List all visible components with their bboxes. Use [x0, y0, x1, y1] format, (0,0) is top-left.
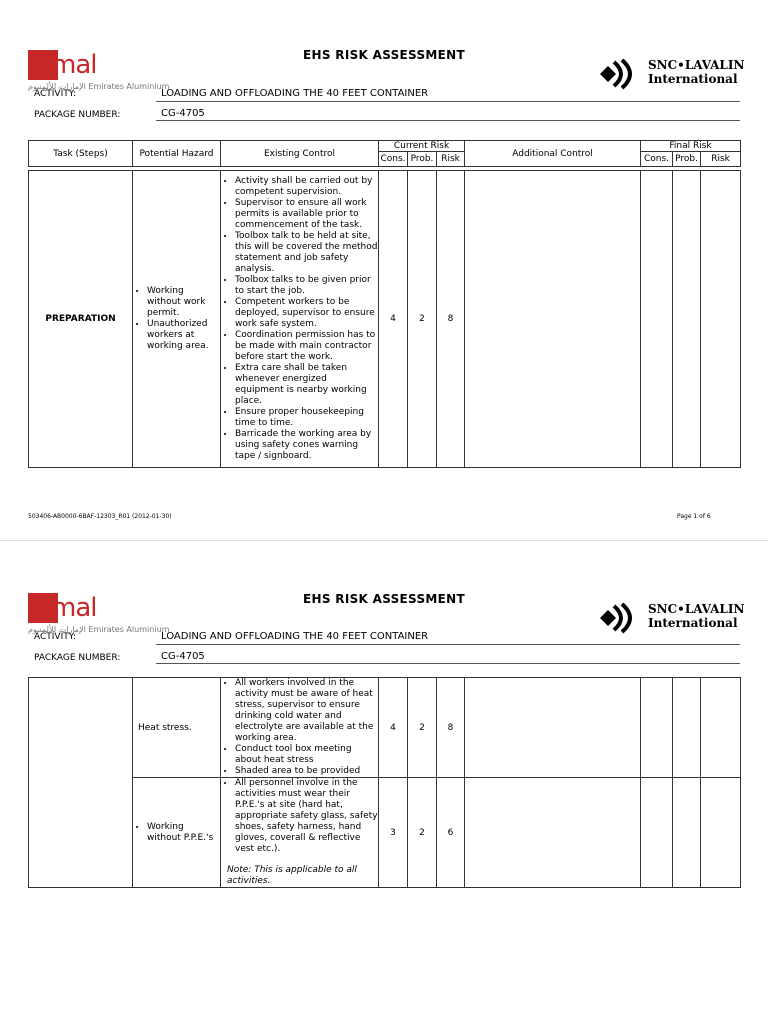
snc-lavalin-mark-icon	[598, 58, 638, 90]
control-item: • Toolbox talk to be held at site, this will be covered the method statement and job safety analysis.	[235, 231, 378, 275]
activity-underline	[156, 644, 740, 645]
final-prob-cell	[673, 778, 701, 888]
emal-logo-text: emal	[36, 593, 97, 623]
header-additional-control: Additional Control	[465, 141, 641, 167]
control-item: • Shaded area to be provided	[235, 766, 378, 777]
additional-control-cell	[465, 171, 641, 468]
hazard-cell: Heat stress.	[133, 678, 221, 778]
emal-logo-subtitle: الإمارات للألمنيوم Emirates Aluminium	[28, 82, 170, 91]
control-item: • Supervisor to ensure all work permits is available prior to commencement of the task.	[235, 198, 378, 231]
package-label: PACKAGE NUMBER:	[34, 110, 121, 120]
final-cons-cell	[641, 171, 673, 468]
additional-control-cell	[465, 778, 641, 888]
snc-lavalin-name: SNC•LAVALIN	[648, 602, 745, 616]
applicability-note: Note: This is applicable to all activities.	[227, 865, 357, 886]
risk-table-header	[28, 140, 741, 167]
final-risk-cell	[701, 171, 741, 468]
hazard-item: • Unauthorized workers at working area.	[147, 319, 220, 352]
hazard-cell	[133, 171, 221, 468]
current-risk-cell: 8	[437, 678, 465, 778]
header-final-prob: Prob.	[673, 152, 701, 167]
hazard-item: • Working without P.P.E.'s	[147, 822, 220, 844]
hazard-item: • Working without work permit.	[147, 286, 220, 319]
current-prob-cell: 2	[408, 778, 437, 888]
control-item: • Extra care shall be taken whenever energized equipment is nearby working place.	[235, 363, 378, 407]
existing-control-cell	[221, 171, 379, 468]
snc-lavalin-subtitle: International	[648, 616, 738, 630]
snc-lavalin-mark-icon	[598, 602, 638, 634]
document-title: EHS RISK ASSESSMENT	[303, 592, 465, 606]
header-current-risk-score: Risk	[437, 152, 465, 167]
final-cons-cell	[641, 778, 673, 888]
activity-label: ACTIVITY:	[34, 89, 77, 99]
risk-table-page-1	[28, 170, 741, 468]
final-cons-cell	[641, 678, 673, 778]
control-item: • Coordination permission has to be made with main contractor before start the work.	[235, 330, 378, 363]
activity-value: LOADING AND OFFLOADING THE 40 FEET CONTAINER	[161, 88, 429, 99]
snc-lavalin-logo	[598, 56, 743, 92]
control-item: • Competent workers to be deployed, supervisor to ensure work safe system.	[235, 297, 378, 330]
risk-table-page-2	[28, 677, 741, 888]
header-final-risk: Final Risk	[641, 141, 741, 152]
existing-control-cell	[221, 678, 379, 778]
final-risk-cell	[701, 678, 741, 778]
control-item: • Ensure proper housekeeping time to time.	[235, 407, 378, 429]
header-hazard: Potential Hazard	[133, 141, 221, 167]
page-2	[0, 540, 768, 1025]
table-row	[29, 778, 741, 888]
activity-underline	[156, 101, 740, 102]
task-cell	[29, 678, 133, 888]
control-item: • Activity shall be carried out by competent supervision.	[235, 176, 378, 198]
emal-logo-subtitle: الإمارات للألمنيوم Emirates Aluminium	[28, 625, 170, 634]
current-prob-cell: 2	[408, 678, 437, 778]
activity-value: LOADING AND OFFLOADING THE 40 FEET CONTAINER	[161, 631, 429, 642]
header-final-cons: Cons.	[641, 152, 673, 167]
snc-lavalin-logo	[598, 600, 743, 636]
snc-lavalin-name: SNC•LAVALIN	[648, 58, 745, 72]
header-task: Task (Steps)	[29, 141, 133, 167]
page-number: Page 1 of 6	[677, 513, 711, 520]
activity-label: ACTIVITY:	[34, 632, 77, 642]
package-underline	[156, 120, 740, 121]
current-risk-cell: 6	[437, 778, 465, 888]
emal-logo-text: emal	[36, 50, 97, 80]
current-cons-cell: 4	[379, 171, 408, 468]
header-current-cons: Cons.	[379, 152, 408, 167]
final-prob-cell	[673, 678, 701, 778]
current-cons-cell: 3	[379, 778, 408, 888]
package-value: CG-4705	[161, 108, 205, 119]
control-item: • All workers involved in the activity must be aware of heat stress, supervisor to ensure drinking cold water and electrolyte are available at the working area.	[235, 678, 378, 744]
current-risk-cell: 8	[437, 171, 465, 468]
document-title: EHS RISK ASSESSMENT	[303, 48, 465, 62]
package-label: PACKAGE NUMBER:	[34, 653, 121, 663]
table-row	[29, 678, 741, 778]
control-item: • Conduct tool box meeting about heat stress	[235, 744, 378, 766]
control-item: • Toolbox talks to be given prior to start the job.	[235, 275, 378, 297]
hazard-cell	[133, 778, 221, 888]
task-cell: PREPARATION	[29, 171, 133, 468]
additional-control-cell	[465, 678, 641, 778]
header-final-risk-score: Risk	[701, 152, 741, 167]
header-current-prob: Prob.	[408, 152, 437, 167]
existing-control-cell	[221, 778, 379, 888]
control-item: • Barricade the working area by using safety cones warning tape / signboard.	[235, 429, 378, 462]
package-underline	[156, 663, 740, 664]
snc-lavalin-subtitle: International	[648, 72, 738, 86]
current-cons-cell: 4	[379, 678, 408, 778]
header-existing-control: Existing Control	[221, 141, 379, 167]
document-reference: 503406-AB0000-6BAF-12303_R01 (2012-01-30)	[28, 513, 172, 520]
current-prob-cell: 2	[408, 171, 437, 468]
final-prob-cell	[673, 171, 701, 468]
control-item: • All personnel involve in the activities must wear their P.P.E.'s at site (hard hat, appropriate safety glass, safety shoes, safety harness, hand gloves, coverall & reflective vest etc.).	[235, 778, 378, 855]
header-current-risk: Current Risk	[379, 141, 465, 152]
table-row	[29, 171, 741, 468]
package-value: CG-4705	[161, 651, 205, 662]
final-risk-cell	[701, 778, 741, 888]
